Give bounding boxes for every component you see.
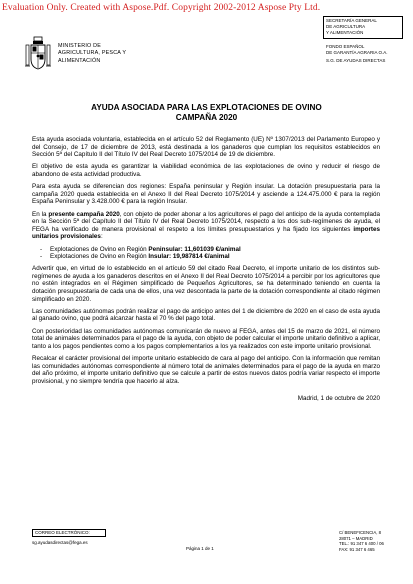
bold-run: presente campaña 2020 [48, 210, 120, 218]
document-subtitle: CAMPAÑA 2020 [175, 113, 238, 122]
address-line: FAX: 91 347 6 465 [339, 546, 375, 552]
text-run: , con objeto de poder abonar a los agricultores el pago del anticipo de la ayuda contemplada en la Sección 5ª del Capítulo II del Título IV del Real Decreto 1075/2014, respecto a los dos sub-regímenes de ayuda, el FEGA ha verificado de manera provisional el respeto a los límites presupuestarios y ha fijado los siguientes [32, 210, 380, 233]
ministry-line: MINISTERIO DE [58, 43, 102, 49]
correo-label: CORREO ELECTRÓNICO: [32, 529, 106, 537]
paragraph: Advertir que, en virtud de lo establecido en el artículo 59 del citado Real Decreto, el importe unitario de los distintos sub-regímenes de ayuda a los ganaderos descritos en el Anexo II del Real Decreto 1075/2014 a percibir por los agricultores que no estén integrados en el Régimen simplificado de Pequeños Agricultores, se ha determinado teniendo en cuenta la dotación presupuestaria de cada una de ellos, una vez descontada la parte de la dotación correspondiente al citado régimen simplificado en 2020. [32, 265, 380, 303]
secretaria-box [323, 16, 403, 39]
evaluation-watermark: Evaluation Only. Created with Aspose.Pdf. Copyright 2002-2012 Aspose Pty Ltd. [2, 3, 321, 13]
secretaria-line: DE AGRICULTURA [326, 24, 366, 30]
list-item [50, 246, 380, 254]
paragraph: Para esta ayuda se diferencian dos regiones: España peninsular y Región insular. La dotación presupuestaria para la campaña 2020 queda establecida en el Anexo II del Real Decreto 1075/2014 y asciende a 124.475.000 € para la región España Peninsular y 3.428.000 € para la región Insular. [32, 183, 380, 206]
date-line: Madrid, 1 de octubre de 2020 [297, 395, 380, 403]
page-number: Página 1 de 1 [186, 546, 214, 551]
paragraph: El objetivo de esta ayuda es garantizar la viabilidad económica de las explotaciones de ovino y reducir el riesgo de abandono de esta actividad productiva. [32, 163, 380, 178]
address-block [339, 530, 384, 552]
paragraph: Las comunidades autónomas podrán realizar el pago de anticipo antes del 1 de diciembre de 2020 en el caso de esta ayuda al ganado ovino, que podrá alcanzar hasta el 70 % del pago total. [32, 307, 380, 323]
contact-email[interactable]: sg.ayudasdirectas@fega.es [32, 540, 88, 545]
amounts-list [32, 246, 380, 261]
paragraph [32, 211, 380, 241]
address-line: TEL.: 91 347 6 400 / 06 [339, 541, 384, 547]
text-run: Explotaciones de Ovino en Región [50, 253, 149, 261]
paragraph: Recalcar el carácter provisional del importe unitario establecido de cara al pago del anticipo. Con la información que remitan las comunidades autónomas correspondiente al número total de animales determinados para el pago de la ayuda en marzo del año próximo, el importe unitario definitivo que se calcule a partir de estos nuevos datos podría variar respecto el importe provisional, y no siempre tendría que hacerlo al alza. [32, 355, 380, 385]
spain-coat-of-arms-icon [24, 36, 52, 72]
secretaria-line: Y ALIMENTACIÓN [326, 30, 364, 36]
bold-run: Peninsular: 11,601039 €/animal [148, 245, 241, 253]
fega-line: S.G. DE AYUDAS DIRECTAS [326, 58, 386, 64]
document-title: AYUDA ASOCIADA PARA LAS EXPLOTACIONES DE OVINO [91, 103, 322, 112]
secretaria-line: SECRETARÍA GENERAL [326, 18, 377, 23]
address-line: C/ BENEFICENCIA, 8 [339, 530, 382, 535]
document-body [32, 136, 380, 408]
paragraph: Esta ayuda asociada voluntaria, establecida en el artículo 52 del Reglamento (UE) Nº 1307/2013 del Parlamento Europeo y del Consejo, de 17 de diciembre de 2013, está destinada a los ganaderos que cumplan los requisitos establecidos en Sección 5ª del Capítulo II del Título IV del Real Decreto 1075/2014 de 19 de diciembre. [32, 136, 380, 159]
text-run: : [100, 233, 103, 241]
paragraph: Con posterioridad las comunidades autónomas comunicarán de nuevo al FEGA, antes del 15 de marzo de 2021, el número total de animales determinados para el pago de la ayuda, con objeto de poder calcular el importe unitario definitivo a aplicar, tanto a los pagos pendientes como a los pagos complementarios a los ya realizados con este importe unitario provisional. [32, 327, 380, 350]
ministry-name [58, 43, 126, 65]
fega-line: DE GARANTÍA AGRARIA O.A. [326, 50, 388, 56]
fega-line: FONDO ESPAÑOL [326, 44, 365, 49]
fega-block [326, 44, 388, 65]
ministry-line: AGRICULTURA, PESCA Y [58, 50, 127, 57]
list-item [50, 253, 380, 261]
ministry-line: ALIMENTACIÓN [58, 57, 101, 64]
text-run: En la [32, 210, 49, 218]
bold-run: importes unitarios provisionales [32, 225, 380, 241]
text-run: Explotaciones de Ovino en Región [50, 245, 149, 253]
bold-run: Insular: 19,987814 €/animal [148, 253, 230, 261]
address-line: 28071 – MADRID [339, 535, 373, 541]
